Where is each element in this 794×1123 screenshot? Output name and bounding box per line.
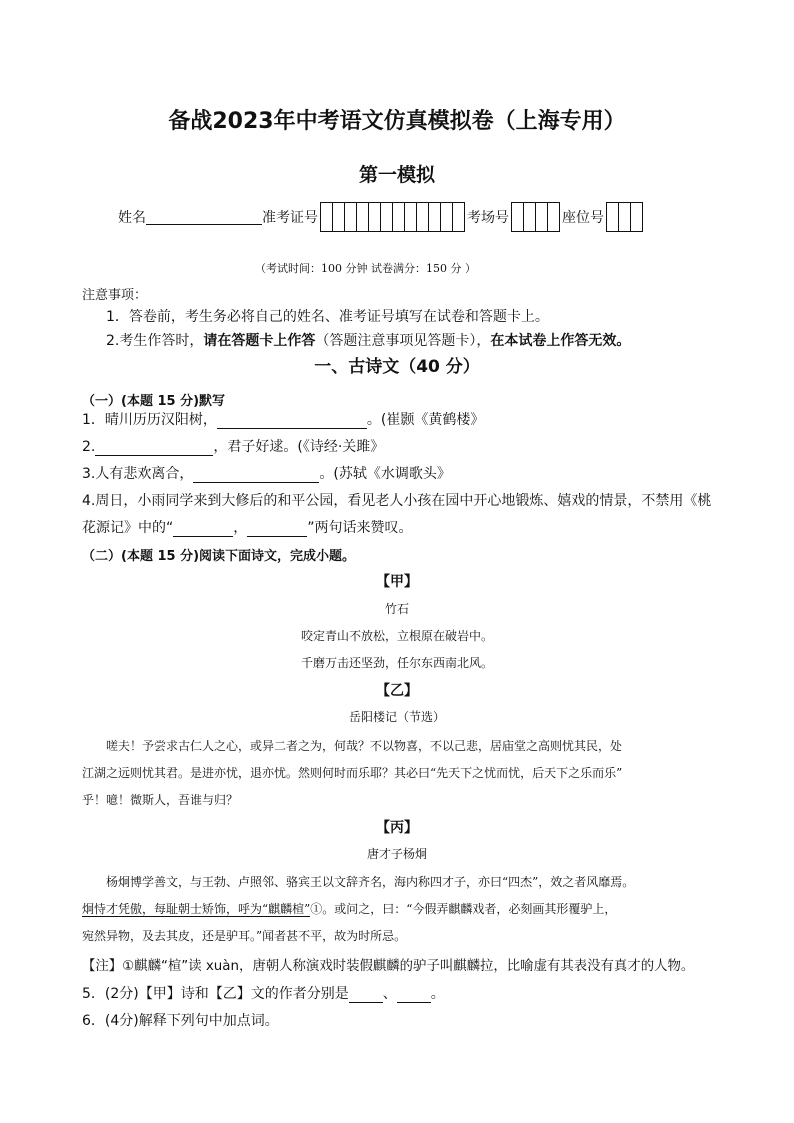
passage-bing-line-2-rest: ①。或问之，曰：“今假弄麒麟戏者，必刻画其形覆驴上， [310, 902, 617, 916]
notice-item-2-c: （答题注意事项见答题卡）， [315, 333, 491, 349]
notice-item-2-a: 2.考生作答时， [106, 333, 204, 349]
question-6: 6．(4分)解释下列句中加点词。 [82, 1013, 279, 1029]
notice-item-2-d: 在本试卷上作答无效。 [490, 333, 631, 349]
q5-text-c: 。 [430, 986, 445, 1002]
notice-item-1: 1．答卷前，考生务必将自己的姓名、准考证号填写在试卷和答题卡上。 [106, 309, 549, 325]
annotation-note: 【注】①麒麟“楦”读 xuàn，唐朝人称演戏时装假麒麟的驴子叫麒麟拉，比喻虚有其表没有真才的人物。 [82, 959, 695, 974]
page-title: 备战2023年中考语文仿真模拟卷（上海专用） [168, 109, 626, 134]
q1-text-b: 。(崔颢《黄鹤楼》 [366, 412, 485, 428]
notice-item-2 [106, 330, 630, 350]
q3-text-a: 3.人有悲欢离合， [82, 466, 194, 482]
question-2 [82, 436, 384, 456]
passage-bing-line-1: 杨炯博学善文，与王勃、卢照邻、骆宾王以文辞齐名，海内称四才子，亦曰“四杰”，效之者风靡焉。 [106, 875, 635, 889]
q4-answer-blank-1[interactable] [173, 520, 233, 537]
part1-title: （一）(本题 15 分)默写 [82, 394, 226, 409]
passage-yi-title: 岳阳楼记（节选） [348, 710, 445, 724]
passage-yi-line-1: 嗟夫！予尝求古仁人之心，或异二者之为，何哉？不以物喜，不以己悲，居庙堂之高则忧其民，处 [106, 739, 623, 753]
q5-answer-blank-2[interactable] [397, 986, 431, 1003]
passage-yi-label: 【乙】 [376, 683, 418, 699]
q4-answer-blank-2[interactable] [247, 520, 307, 537]
question-4-line2 [82, 517, 413, 537]
passage-bing-label: 【丙】 [376, 820, 418, 836]
name-label: 姓名 [118, 210, 146, 226]
passage-jia-title: 竹石 [384, 602, 409, 616]
q5-answer-blank-1[interactable] [349, 986, 383, 1003]
passage-bing-line-2 [82, 900, 616, 917]
question-1 [82, 409, 484, 429]
passage-jia-line-1: 咬定青山不放松，立根原在破岩中。 [300, 629, 493, 643]
notice-heading: 注意事项： [82, 288, 148, 303]
passage-bing-underlined-sentence: 炯恃才凭傲，每耻朝士矫饰，呼为“麒麟楦” [82, 902, 311, 916]
passage-yi-line-3: 乎！噫！微斯人，吾谁与归？ [82, 793, 239, 807]
passage-jia-line-2: 千磨万击还坚劲，任尔东西南北风。 [300, 656, 493, 670]
q3-answer-blank[interactable] [193, 466, 319, 483]
q1-answer-blank[interactable] [217, 412, 367, 429]
candidate-info-line [118, 202, 645, 232]
part2-title: （二）(本题 15 分)阅读下面诗文，完成小题。 [82, 549, 356, 564]
time-note: （考试时间：100 分钟 试卷满分：150 分 ） [255, 262, 476, 275]
q3-text-b: 。(苏轼《水调歌头》 [319, 466, 451, 482]
exam-id-label: 准考证号 [262, 210, 318, 226]
q2-text-b: ，君子好逑。(《诗经·关雎》 [213, 439, 385, 455]
room-label: 考场号 [467, 210, 509, 226]
seat-label: 座位号 [562, 210, 604, 226]
question-5 [82, 983, 445, 1003]
q1-text-a: 1．晴川历历汉阳树， [82, 412, 217, 428]
q4-text-b: ， [233, 520, 248, 536]
question-4-line1: 4.周日，小雨同学来到大修后的和平公园，看见老人小孩在园中开心地锻炼、嬉戏的情景，不禁用《桃 [82, 493, 712, 509]
page-subtitle: 第一模拟 [358, 164, 435, 186]
passage-yi-line-2: 江湖之远则忧其君。是进亦忧，退亦忧。然则何时而乐耶？其必曰“先天下之忧而忧，后天下之乐而乐” [82, 766, 623, 780]
room-boxes[interactable] [511, 202, 560, 232]
question-3 [82, 463, 451, 483]
q5-text-b: 、 [382, 986, 397, 1002]
q2-text-a: 2. [82, 439, 96, 455]
section-heading: 一、古诗文（40 分） [314, 357, 480, 377]
q2-answer-blank[interactable] [95, 439, 213, 456]
notice-item-2-b: 请在答题卡上作答 [203, 333, 316, 349]
passage-bing-line-3: 宛然异物，及去其皮，还是驴耳。”闻者甚不平，故为时所忌。 [82, 929, 407, 943]
passage-bing-title: 唐才子杨炯 [366, 847, 427, 861]
q5-text-a: 5．(2分)【甲】诗和【乙】文的作者分别是 [82, 986, 349, 1002]
seat-boxes[interactable] [606, 202, 643, 232]
name-field[interactable] [146, 210, 262, 225]
q4-text-a: 花源记》中的“ [82, 520, 174, 536]
q4-text-c: ”两句话来赞叹。 [307, 520, 413, 536]
passage-jia-label: 【甲】 [376, 574, 418, 590]
exam-id-boxes[interactable] [320, 202, 465, 232]
